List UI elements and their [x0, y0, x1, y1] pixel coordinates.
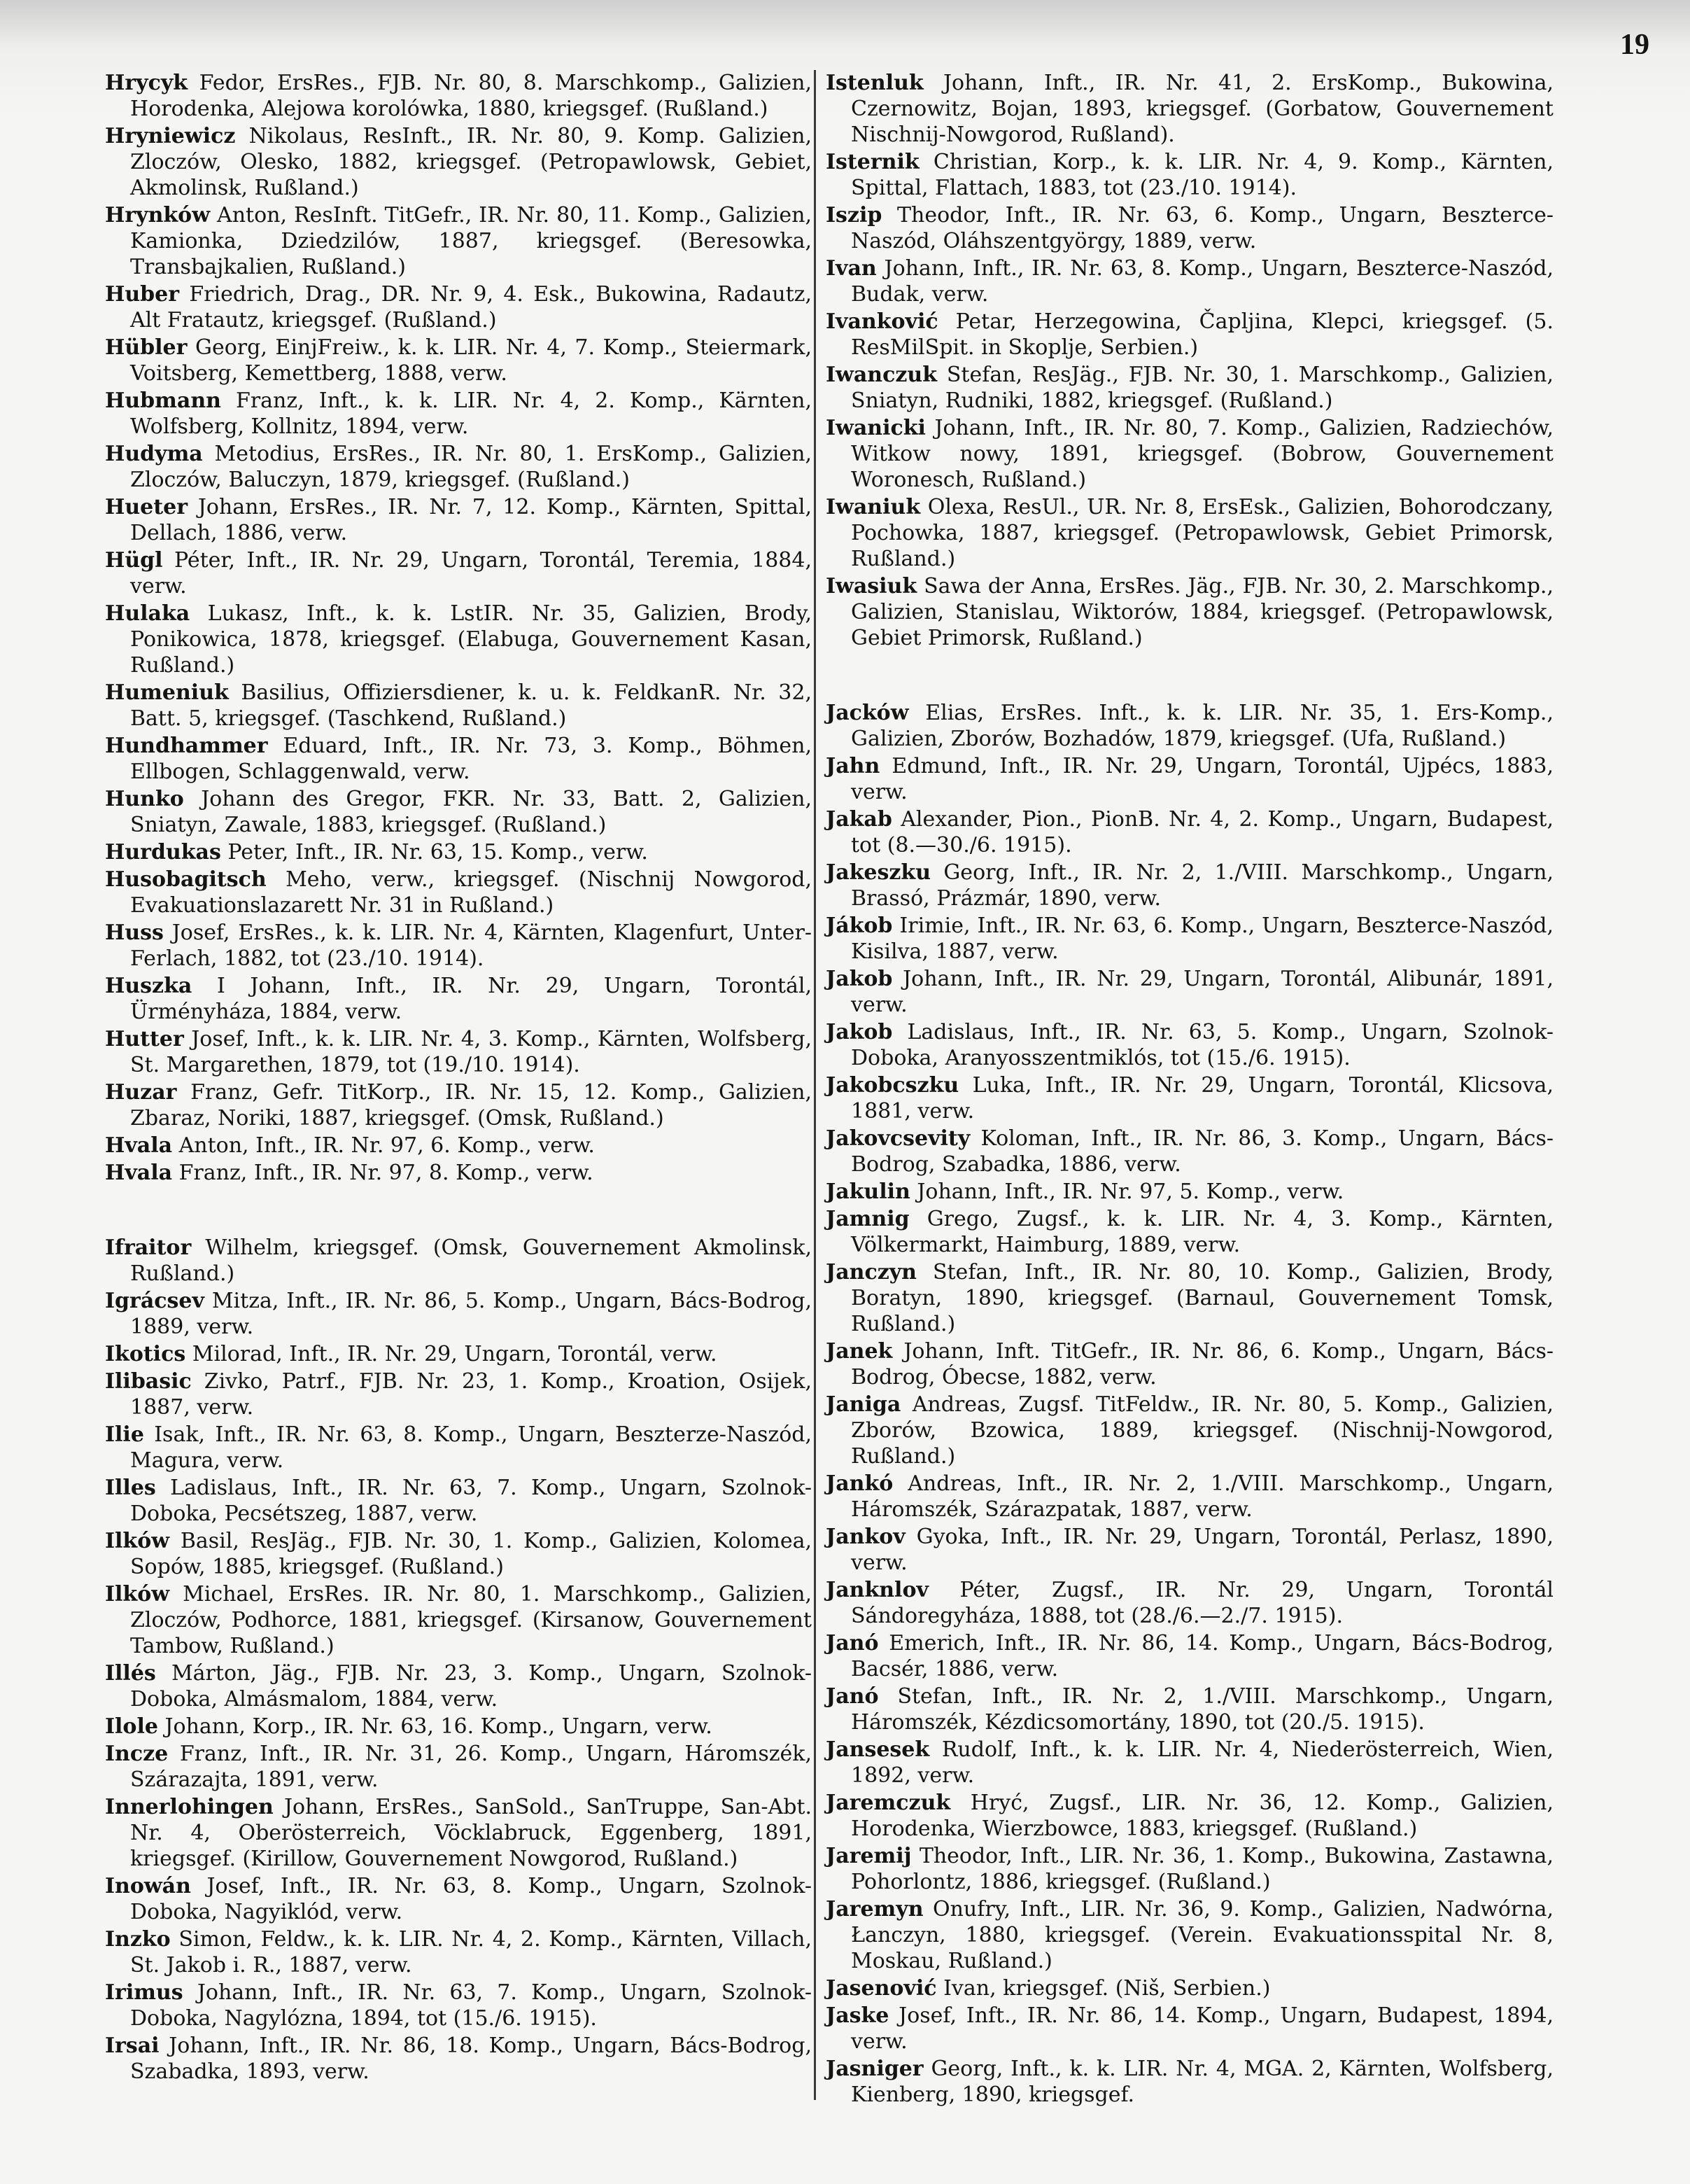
entry-surname: Ivanković: [826, 309, 938, 334]
list-entry: [105, 1160, 812, 1186]
list-entry: [105, 601, 812, 678]
entry-surname: Jaske: [826, 2003, 889, 2028]
entry-details: Josef, Inft., IR. Nr. 86, 14. Komp., Ungarn, Budapest, 1894, verw.: [851, 2003, 1554, 2054]
list-entry: [105, 1288, 812, 1340]
entry-surname: Jasenović: [826, 1976, 937, 2001]
list-entry: [826, 753, 1554, 805]
entry-surname: Huszka: [105, 974, 192, 998]
entry-surname: Jakulin: [826, 1180, 910, 1204]
list-entry: [105, 202, 812, 280]
entry-surname: Iwasiuk: [826, 574, 917, 598]
entry-details: Ladislaus, Inft., IR. Nr. 63, 7. Komp., Ungarn, Szolnok-Doboka, Pecsétszeg, 1887, verw.: [130, 1476, 812, 1526]
entry-surname: Jakeszku: [826, 860, 931, 885]
list-entry: [105, 1660, 812, 1712]
list-entry: [105, 1026, 812, 1078]
entry-details: Michael, ErsRes. IR. Nr. 80, 1. Marschkomp., Galizien, Zloczów, Podhorce, 1881, kriegsgef. (Kirsanow, Gouvernement Tambow, Rußland.): [130, 1582, 812, 1658]
entry-details: Wilhelm, kriegsgef. (Omsk, Gouvernement Akmolinsk, Rußland.): [130, 1236, 812, 1286]
list-entry: [105, 1475, 812, 1527]
entry-details: Stefan, Inft., IR. Nr. 80, 10. Komp., Galizien, Brody, Boratyn, 1890, kriegsgef. (Barnaul, Gouvernement Tomsk, Rußland.): [851, 1260, 1554, 1336]
list-entry: [826, 1737, 1554, 1788]
list-entry: [826, 1338, 1554, 1390]
left-column: [105, 70, 812, 2086]
list-entry: [105, 867, 812, 918]
list-entry: [105, 1133, 812, 1158]
entry-surname: Humeniuk: [105, 680, 229, 705]
list-entry: [826, 1896, 1554, 1974]
list-entry: [105, 920, 812, 972]
list-entry: [105, 1714, 812, 1740]
list-entry: [826, 573, 1554, 651]
entry-details: Olexa, ResUl., UR. Nr. 8, ErsEsk., Galizien, Bohorodczany, Pochowka, 1887, kriegsgef. (Petropawlowsk, Gebiet Primorsk, Rußland.): [851, 495, 1554, 571]
entry-details: Luka, Inft., IR. Nr. 29, Ungarn, Torontál, Klicsova, 1881, verw.: [851, 1073, 1554, 1124]
entry-surname: Hrynków: [105, 203, 211, 227]
list-entry: [105, 1873, 812, 1925]
list-entry: [826, 2003, 1554, 2054]
entry-details: Onufry, Inft., LIR. Nr. 36, 9. Komp., Galizien, Nadwórna, Łanczyn, 1880, kriegsgef. (Verein. Evakuationsspital Nr. 8, Moskau, Rußland.): [851, 1897, 1554, 1973]
list-entry: [105, 1741, 812, 1793]
entry-surname: Husobagitsch: [105, 867, 267, 892]
entry-details: Theodor, Inft., LIR. Nr. 36, 1. Komp., Bukowina, Zastawna, Pohorlontz, 1886, kriegsgef. (Rußland.): [851, 1844, 1554, 1894]
list-entry: [826, 1206, 1554, 1258]
entry-surname: Jakob: [826, 1020, 893, 1044]
entry-surname: Iwanczuk: [826, 363, 938, 387]
entry-surname: Huber: [105, 282, 180, 307]
list-entry: [826, 70, 1554, 148]
list-entry: [826, 1126, 1554, 1177]
entry-surname: Hudyma: [105, 442, 203, 466]
entry-details: Johann, Inft. TitGefr., IR. Nr. 86, 6. Komp., Ungarn, Bács-Bodrog, Óbecse, 1882, verw.: [851, 1339, 1554, 1390]
entry-details: Anton, ResInft. TitGefr., IR. Nr. 80, 11. Komp., Galizien, Kamionka, Dziedzilów, 1887, kriegsgef. (Beresowka, Transbajkalien, Rußland.): [130, 203, 812, 279]
list-entry: [105, 70, 812, 122]
entry-details: Josef, Inft., IR. Nr. 63, 8. Komp., Ungarn, Szolnok-Doboka, Nagyiklód, verw.: [130, 1874, 812, 1924]
entry-details: Johann, Inft., IR. Nr. 80, 7. Komp., Galizien, Radziechów, Witkow nowy, 1891, kriegsgef. (Bobrow, Gouvernement Woronesch, Rußland.): [851, 416, 1554, 492]
list-entry: [105, 547, 812, 599]
list-entry: [826, 806, 1554, 858]
entry-details: Grego, Zugsf., k. k. LIR. Nr. 4, 3. Komp., Kärnten, Völkermarkt, Haimburg, 1889, verw.: [851, 1207, 1554, 1257]
list-entry: [826, 1471, 1554, 1522]
entry-details: Johann, Inft., IR. Nr. 63, 8. Komp., Ungarn, Beszterce-Naszód, Budak, verw.: [851, 256, 1554, 307]
entry-surname: Janek: [826, 1339, 893, 1364]
entry-surname: Jaremczuk: [826, 1791, 951, 1815]
entry-surname: Jaremij: [826, 1844, 912, 1868]
entry-details: Christian, Korp., k. k. LIR. Nr. 4, 9. Komp., Kärnten, Spittal, Flattach, 1883, tot (23./10. 1914).: [851, 150, 1554, 200]
entry-surname: Hundhammer: [105, 734, 268, 758]
list-entry: [826, 700, 1554, 752]
entry-details: Sawa der Anna, ErsRes. Jäg., FJB. Nr. 30, 2. Marschkomp., Galizien, Stanislau, Wiktorów, 1884, kriegsgef. (Petropawlowsk, Gebiet Primorsk, Rußland.): [851, 574, 1554, 650]
entry-surname: Hunko: [105, 787, 184, 811]
list-entry: [105, 123, 812, 201]
entry-surname: Inzko: [105, 1927, 171, 1952]
list-entry: [826, 1259, 1554, 1337]
entry-details: Emerich, Inft., IR. Nr. 86, 14. Komp., Ungarn, Bács-Bodrog, Bacsér, 1886, verw.: [851, 1631, 1554, 1681]
entry-surname: Huss: [105, 920, 164, 945]
list-entry: [105, 1794, 812, 1872]
entry-details: Stefan, ResJäg., FJB. Nr. 30, 1. Marschkomp., Galizien, Sniatyn, Rudniki, 1882, kriegsgef. (Rußland.): [851, 363, 1554, 413]
list-entry: [105, 441, 812, 493]
entry-surname: Hurdukas: [105, 840, 221, 864]
list-entry: [105, 388, 812, 440]
entry-surname: Iwanicki: [826, 416, 926, 440]
list-entry: [105, 1528, 812, 1580]
list-entry: [826, 1524, 1554, 1576]
list-entry: [105, 1581, 812, 1659]
entry-surname: Janczyn: [826, 1260, 917, 1284]
entry-surname: Janó: [826, 1631, 879, 1656]
entry-details: Hryć, Zugsf., LIR. Nr. 36, 12. Komp., Galizien, Horodenka, Wierzbowce, 1883, kriegsgef. (Rußland.): [851, 1791, 1554, 1841]
entry-surname: Jahn: [826, 754, 880, 778]
list-entry: [826, 255, 1554, 307]
entry-details: Márton, Jäg., FJB. Nr. 23, 3. Komp., Ungarn, Szolnok-Doboka, Almásmalom, 1884, verw.: [130, 1661, 812, 1712]
list-entry: [105, 335, 812, 386]
entry-details: Péter, Inft., IR. Nr. 29, Ungarn, Torontál, Teremia, 1884, verw.: [130, 548, 812, 598]
entry-details: Johann, Inft., IR. Nr. 29, Ungarn, Torontál, Alibunár, 1891, verw.: [851, 967, 1554, 1017]
entry-surname: Jamnig: [826, 1207, 910, 1231]
entry-surname: Jakab: [826, 807, 892, 832]
list-entry: [826, 913, 1554, 965]
list-entry: [826, 1019, 1554, 1071]
entry-surname: Innerlohingen: [105, 1795, 274, 1819]
right-column: [826, 70, 1554, 2109]
entry-surname: Jacków: [826, 701, 909, 725]
entry-details: Georg, Inft., IR. Nr. 2, 1./VIII. Marschkomp., Ungarn, Brassó, Prázmár, 1890, verw.: [851, 860, 1554, 911]
entry-details: Péter, Zugsf., IR. Nr. 29, Ungarn, Torontál Sándoregyháza, 1888, tot (28./6.—2./7. 1915).: [851, 1578, 1554, 1628]
entry-surname: Janknlov: [826, 1578, 929, 1602]
entry-details: Johann, ErsRes., IR. Nr. 7, 12. Komp., Kärnten, Spittal, Dellach, 1886, verw.: [130, 495, 812, 545]
entry-details: Ladislaus, Inft., IR. Nr. 63, 5. Komp., Ungarn, Szolnok-Doboka, Aranyosszentmiklós, tot (15./6. 1915).: [851, 1020, 1554, 1070]
list-entry: [105, 1079, 812, 1131]
list-entry: [105, 680, 812, 732]
entry-surname: Ifraitor: [105, 1236, 192, 1260]
list-entry: [826, 1684, 1554, 1735]
entry-surname: Jankó: [826, 1471, 894, 1496]
list-entry: [105, 1926, 812, 1978]
entry-details: Elias, ErsRes. Inft., k. k. LIR. Nr. 35, 1. Ers-Komp., Galizien, Zborów, Bozhadów, 1879, kriegsgef. (Ufa, Rußland.): [851, 701, 1554, 751]
entry-details: Josef, Inft., k. k. LIR. Nr. 4, 3. Komp., Kärnten, Wolfsberg, St. Margarethen, 1879, tot (19./10. 1914).: [130, 1027, 812, 1077]
entry-details: Franz, Gefr. TitKorp., IR. Nr. 15, 12. Komp., Galizien, Zbaraz, Noriki, 1887, kriegsgef. (Omsk, Rußland.): [130, 1080, 812, 1130]
section-gap: [105, 1187, 812, 1235]
entry-surname: Iszip: [826, 203, 882, 227]
entry-details: Franz, Inft., k. k. LIR. Nr. 4, 2. Komp., Kärnten, Wolfsberg, Kollnitz, 1894, verw.: [130, 388, 812, 439]
list-entry: [105, 1980, 812, 2031]
list-entry: [826, 494, 1554, 572]
entry-details: Stefan, Inft., IR. Nr. 2, 1./VIII. Marschkomp., Ungarn, Háromszék, Kézdicsomortány, 1890, tot (20./5. 1915).: [851, 1684, 1554, 1735]
entry-details: Fedor, ErsRes., FJB. Nr. 80, 8. Marschkomp., Galizien, Horodenka, Alejowa korolówka, 1880, kriegsgef. (Rußland.): [130, 71, 812, 121]
list-entry: [105, 973, 812, 1025]
entry-surname: Ikotics: [105, 1342, 186, 1366]
entry-surname: Ilie: [105, 1422, 144, 1447]
list-entry: [105, 733, 812, 785]
entry-details: Peter, Inft., IR. Nr. 63, 15. Komp., verw.: [227, 840, 648, 864]
entry-details: Franz, Inft., IR. Nr. 97, 8. Komp., verw.: [178, 1161, 593, 1185]
list-entry: [105, 786, 812, 838]
list-entry: [826, 1790, 1554, 1842]
entry-surname: Hrycyk: [105, 71, 188, 95]
list-entry: [826, 1179, 1554, 1205]
entry-details: Georg, Inft., k. k. LIR. Nr. 4, MGA. 2, Kärnten, Wolfsberg, Kienberg, 1890, kriegsgef.: [851, 2057, 1554, 2107]
entry-details: Johann, Inft., IR. Nr. 97, 5. Komp., verw.: [917, 1180, 1344, 1204]
list-entry: [105, 1422, 812, 1474]
entry-details: Anton, Inft., IR. Nr. 97, 6. Komp., verw.: [178, 1133, 595, 1158]
entry-details: Gyoka, Inft., IR. Nr. 29, Ungarn, Torontál, Perlasz, 1890, verw.: [851, 1525, 1554, 1575]
entry-details: I Johann, Inft., IR. Nr. 29, Ungarn, Torontál, Ürményháza, 1884, verw.: [130, 974, 812, 1024]
entry-surname: Inowán: [105, 1874, 191, 1898]
list-entry: [105, 1368, 812, 1420]
entry-details: Alexander, Pion., PionB. Nr. 4, 2. Komp., Ungarn, Budapest, tot (8.—30./6. 1915).: [851, 807, 1554, 858]
entry-surname: Isternik: [826, 150, 920, 174]
entry-details: Meho, verw., kriegsgef. (Nischnij Nowgorod, Evakuationslazarett Nr. 31 in Rußland.): [130, 867, 812, 918]
entry-details: Eduard, Inft., IR. Nr. 73, 3. Komp., Böhmen, Ellbogen, Schlaggenwald, verw.: [130, 734, 812, 784]
list-entry: [826, 1072, 1554, 1124]
list-entry: [105, 1341, 812, 1367]
entry-surname: Jankov: [826, 1525, 906, 1549]
entry-surname: Irimus: [105, 1980, 183, 2005]
entry-surname: Hügl: [105, 548, 163, 573]
entry-details: Lukasz, Inft., k. k. LstIR. Nr. 35, Galizien, Brody, Ponikowica, 1878, kriegsgef. (Elabuga, Gouvernement Kasan, Rußland.): [130, 601, 812, 678]
entry-details: Johann, ErsRes., SanSold., SanTruppe, San-Abt. Nr. 4, Oberösterreich, Vöcklabruck, Eggenberg, 1891, kriegsgef. (Kirillow, Gouvernement Nowgorod, Rußland.): [130, 1795, 812, 1871]
list-entry: [105, 494, 812, 546]
list-entry: [105, 839, 812, 865]
entry-surname: Igrácsev: [105, 1289, 204, 1313]
entry-details: Basilius, Offiziersdiener, k. u. k. FeldkanR. Nr. 32, Batt. 5, kriegsgef. (Taschkend, Rußland.): [130, 680, 812, 731]
entry-surname: Illés: [105, 1661, 156, 1686]
entry-details: Andreas, Inft., IR. Nr. 2, 1./VIII. Marschkomp., Ungarn, Háromszék, Szárazpatak, 1887, verw.: [851, 1471, 1554, 1522]
entry-details: Johann, Inft., IR. Nr. 63, 7. Komp., Ungarn, Szolnok-Doboka, Nagylózna, 1894, tot (15./6. 1915).: [130, 1980, 812, 2031]
entry-details: Georg, EinjFreiw., k. k. LIR. Nr. 4, 7. Komp., Steiermark, Voitsberg, Kemettberg, 1888, verw.: [130, 335, 812, 386]
list-entry: [105, 2033, 812, 2085]
entry-details: Nikolaus, ResInft., IR. Nr. 80, 9. Komp. Galizien, Zloczów, Olesko, 1882, kriegsgef. (Petropawlowsk, Gebiet, Akmolinsk, Rußland.): [130, 124, 812, 200]
entry-surname: Istenluk: [826, 71, 924, 95]
entry-surname: Jakob: [826, 967, 893, 991]
entry-surname: Ilole: [105, 1714, 158, 1739]
entry-surname: Jaremyn: [826, 1897, 924, 1921]
entry-surname: Hvala: [105, 1161, 173, 1185]
list-entry: [826, 309, 1554, 360]
page-number: 19: [1620, 29, 1649, 61]
list-entry: [826, 149, 1554, 201]
list-entry: [826, 2056, 1554, 2108]
entry-details: Johann, Korp., IR. Nr. 63, 16. Komp., Ungarn, verw.: [164, 1714, 712, 1739]
entry-surname: Illes: [105, 1476, 156, 1500]
entry-surname: Janó: [826, 1684, 879, 1709]
entry-details: Mitza, Inft., IR. Nr. 86, 5. Komp., Ungarn, Bács-Bodrog, 1889, verw.: [130, 1289, 812, 1339]
entry-surname: Ilibasic: [105, 1369, 192, 1394]
section-gap: [826, 652, 1554, 700]
entry-surname: Jakobcszku: [826, 1073, 959, 1098]
list-entry: [826, 1843, 1554, 1895]
entry-surname: Jákob: [826, 913, 893, 938]
list-entry: [826, 362, 1554, 414]
list-entry: [826, 1630, 1554, 1682]
entry-surname: Ilków: [105, 1582, 170, 1606]
list-entry: [105, 281, 812, 333]
entry-details: Andreas, Zugsf. TitFeldw., IR. Nr. 80, 5. Komp., Galizien, Zborów, Bzowica, 1889, kriegsgef. (Nischnij-Nowgorod, Rußland.): [851, 1392, 1554, 1469]
entry-details: Friedrich, Drag., DR. Nr. 9, 4. Esk., Bukowina, Radautz, Alt Fratautz, kriegsgef. (Rußland.): [130, 282, 812, 332]
entry-surname: Jansesek: [826, 1737, 930, 1762]
entry-details: Theodor, Inft., IR. Nr. 63, 6. Komp., Ungarn, Beszterce-Naszód, Oláhszentgyörgy, 1889, verw.: [851, 203, 1554, 253]
entry-surname: Irsai: [105, 2033, 160, 2058]
entry-surname: Hvala: [105, 1133, 173, 1158]
entry-surname: Iwaniuk: [826, 495, 921, 519]
entry-details: Basil, ResJäg., FJB. Nr. 30, 1. Komp., Galizien, Kolomea, Sopów, 1885, kriegsgef. (Rußland.): [130, 1529, 812, 1579]
entry-surname: Janiga: [826, 1392, 901, 1417]
entry-details: Zivko, Patrf., FJB. Nr. 23, 1. Komp., Kroation, Osijek, 1887, verw.: [130, 1369, 812, 1420]
entry-details: Simon, Feldw., k. k. LIR. Nr. 4, 2. Komp., Kärnten, Villach, St. Jakob i. R., 1887, verw.: [130, 1927, 812, 1977]
entry-details: Isak, Inft., IR. Nr. 63, 8. Komp., Ungarn, Beszterze-Naszód, Magura, verw.: [130, 1422, 812, 1473]
entry-surname: Hueter: [105, 495, 188, 519]
entry-details: Franz, Inft., IR. Nr. 31, 26. Komp., Ungarn, Háromszék, Szárazajta, 1891, verw.: [130, 1742, 812, 1792]
entry-surname: Ivan: [826, 256, 877, 281]
entry-surname: Hübler: [105, 335, 188, 360]
list-entry: [826, 860, 1554, 911]
entry-surname: Jasniger: [826, 2057, 924, 2081]
list-entry: [105, 1235, 812, 1287]
list-entry: [826, 415, 1554, 493]
entry-surname: Ilków: [105, 1529, 170, 1553]
entry-surname: Huzar: [105, 1080, 177, 1105]
column-divider: [814, 70, 816, 2100]
entry-details: Petar, Herzegowina, Čapljina, Klepci, kriegsgef. (5. ResMilSpit. in Skoplje, Serbien.): [851, 309, 1554, 360]
entry-surname: Hulaka: [105, 601, 190, 626]
entry-surname: Jakovcsevity: [826, 1126, 971, 1151]
entry-details: Edmund, Inft., IR. Nr. 29, Ungarn, Torontál, Ujpécs, 1883, verw.: [851, 754, 1554, 804]
entry-details: Koloman, Inft., IR. Nr. 86, 3. Komp., Ungarn, Bács-Bodrog, Szabadka, 1886, verw.: [851, 1126, 1554, 1177]
entry-details: Milorad, Inft., IR. Nr. 29, Ungarn, Torontál, verw.: [192, 1342, 717, 1366]
list-entry: [826, 966, 1554, 1018]
entry-surname: Incze: [105, 1742, 169, 1766]
list-entry: [826, 1975, 1554, 2001]
entry-surname: Hubmann: [105, 388, 221, 413]
entry-details: Johann des Gregor, FKR. Nr. 33, Batt. 2, Galizien, Sniatyn, Zawale, 1883, kriegsgef. (Rußland.): [130, 787, 812, 837]
entry-details: Johann, Inft., IR. Nr. 41, 2. ErsKomp., Bukowina, Czernowitz, Bojan, 1893, kriegsgef. (Gorbatow, Gouvernement Nischnij-Nowgorod, Rußland).: [851, 71, 1554, 147]
list-entry: [826, 202, 1554, 254]
entry-details: Josef, ErsRes., k. k. LIR. Nr. 4, Kärnten, Klagenfurt, Unter-Ferlach, 1882, tot (23./10. 1914).: [130, 920, 812, 971]
list-entry: [826, 1577, 1554, 1629]
list-entry: [826, 1392, 1554, 1469]
entry-surname: Hutter: [105, 1027, 184, 1051]
entry-details: Metodius, ErsRes., IR. Nr. 80, 1. ErsKomp., Galizien, Zloczów, Baluczyn, 1879, kriegsgef. (Rußland.): [130, 442, 812, 492]
entry-details: Ivan, kriegsgef. (Niš, Serbien.): [943, 1976, 1271, 2001]
entry-details: Johann, Inft., IR. Nr. 86, 18. Komp., Ungarn, Bács-Bodrog, Szabadka, 1893, verw.: [130, 2033, 812, 2084]
entry-details: Rudolf, Inft., k. k. LIR. Nr. 4, Niederösterreich, Wien, 1892, verw.: [851, 1737, 1554, 1788]
entry-details: Irimie, Inft., IR. Nr. 63, 6. Komp., Ungarn, Beszterce-Naszód, Kisilva, 1887, verw.: [851, 913, 1554, 964]
entry-surname: Hryniewicz: [105, 124, 236, 148]
